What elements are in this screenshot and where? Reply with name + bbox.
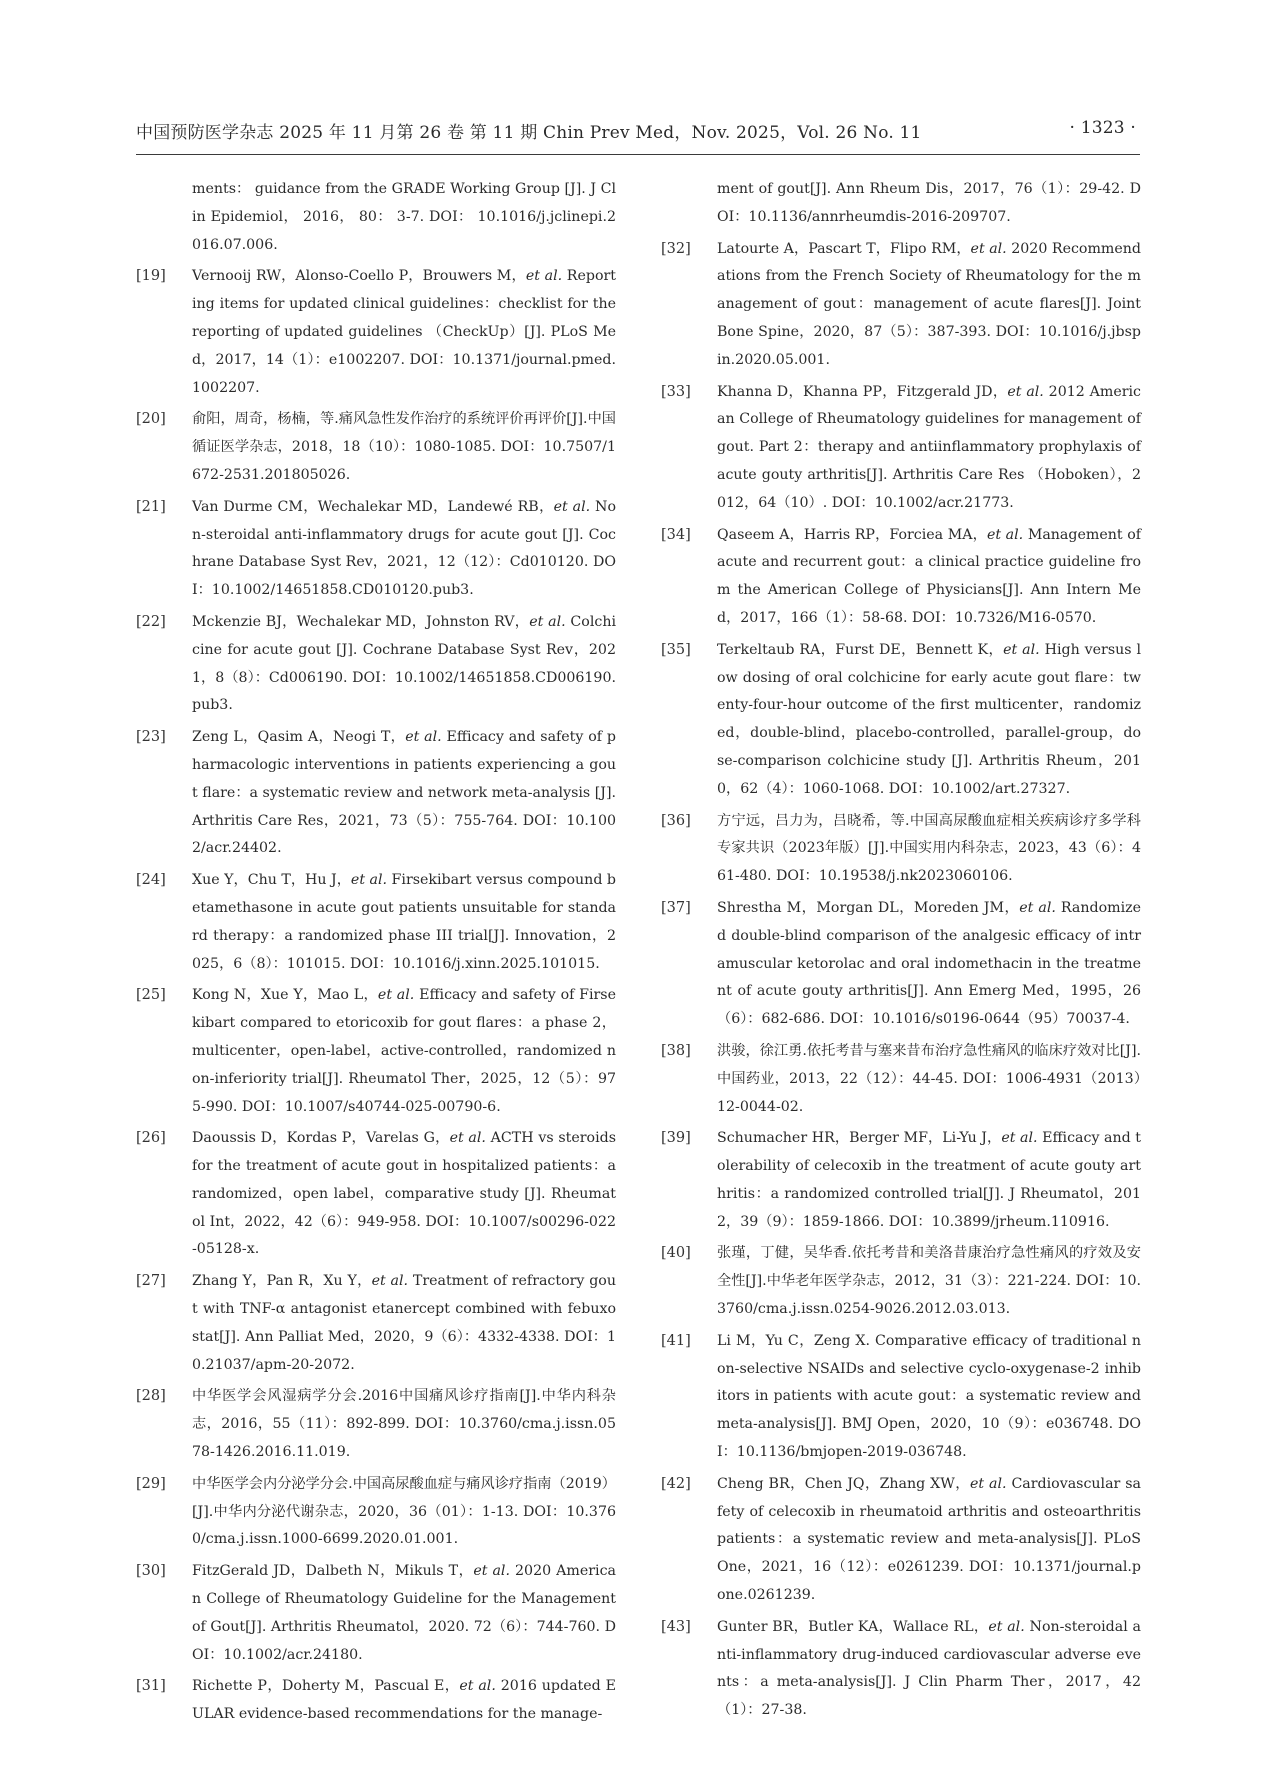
et-al-italic: et al. (1007, 383, 1044, 400)
reference-number: [22] (136, 613, 166, 630)
reference-item (136, 1673, 616, 1729)
reference-text: Cheng BR，Chen JQ，Zhang XW，et al. Cardiovascular safety of celecoxib in rheumatoid arthritis and osteoarthritis patients：a systematic review and meta-analysis[J]. PLoS One，2021，16（12）：e0261239. DOI：10.1371/journal.pone.0261239. (717, 1475, 1142, 1604)
reference-item (661, 236, 1141, 375)
reference-text: Schumacher HR，Berger MF，Li-Yu J，et al. Efficacy and tolerability of celecoxib in the treatment of acute gouty arthritis：a randomized controlled trial[J]. J Rheumatol，2012，39（9）：1859-1866. DOI：10.3899/jrheum.110916. (717, 1130, 1142, 1230)
et-al-italic: et al. (969, 1475, 1007, 1492)
reference-text: 方宁远，吕力为，吕晓希，等.中国高尿酸血症相关疾病诊疗多学科专家共识（2023年版）[J].中国实用内科杂志，2023，43（6）：461-480. DOI：10.19538/j.nk2023060106. (717, 812, 1141, 885)
reference-item (136, 494, 616, 605)
reference-item (136, 609, 616, 720)
reference-number: [30] (136, 1563, 166, 1580)
reference-text: Qaseem A，Harris RP，Forciea MA，et al. Management of acute and recurrent gout：a clinical practice guideline from the American College of Physicians[J]. Ann Intern Med，2017，166（1）：58-68. DOI：10.7326/M16-0570. (717, 526, 1141, 626)
reference-text: 中华医学会内分泌学分会.中国高尿酸血症与痛风诊疗指南（2019）[J].中华内分泌代谢杂志，2020，36（01）：1-13. DOI：10.3760/cma.j.issn.1000-6699.2020.01.001. (192, 1475, 616, 1548)
reference-text: ments： guidance from the GRADE Working Group [J]. J Clin Epidemiol， 2016， 80： 3-7. DOI： 10.1016/j.jclinepi.2016.07.006. (192, 181, 616, 253)
reference-number: [21] (136, 498, 166, 515)
reference-item (661, 379, 1141, 518)
reference-item (661, 1614, 1141, 1725)
et-al-italic: et al. (988, 1618, 1025, 1635)
reference-text: Zhang Y，Pan R，Xu Y，et al. Treatment of refractory gout with TNF-α antagonist etanercept combined with febuxostat[J]. Ann Palliat Med，2020，9（6）：4332-4338. DOI：10.21037/apm-20-2072. (192, 1273, 616, 1373)
reference-text: Van Durme CM，Wechalekar MD，Landewé RB，et al. Non-steroidal anti-inflammatory drugs for acute gout [J]. Cochrane Database Syst Rev，2021，12（12）：Cd010120. DOI：10.1002/14651858.CD010120.pub3. (192, 498, 616, 599)
reference-column-right (661, 176, 1141, 1729)
reference-item (136, 982, 616, 1121)
et-al-italic: et al. (1019, 899, 1056, 916)
reference-number: [25] (136, 987, 166, 1004)
reference-item (661, 1125, 1141, 1236)
reference-number: [36] (661, 812, 691, 829)
reference-number: [28] (136, 1388, 166, 1405)
reference-number: [35] (661, 641, 691, 658)
et-al-italic: et al. (405, 729, 442, 746)
reference-item (136, 1558, 616, 1669)
reference-text: Zeng L，Qasim A，Neogi T，et al. Efficacy and safety of pharmacologic interventions in patients experiencing a gout flare：a systematic review and network meta-analysis [J]. Arthritis Care Res，2021，73（5）：755-764. DOI：10.1002/acr.24402. (192, 729, 616, 857)
reference-number: [34] (661, 526, 691, 543)
reference-number: [37] (661, 899, 691, 916)
reference-number: [38] (661, 1042, 691, 1059)
reference-text: ment of gout[J]. Ann Rheum Dis，2017，76（1）：29-42. DOI：10.1136/annrheumdis-2016-209707. (717, 181, 1141, 225)
et-al-italic: et al. (377, 987, 415, 1004)
reference-item (136, 1268, 616, 1379)
reference-item (136, 176, 616, 259)
reference-text: Li M，Yu C，Zeng X. Comparative efficacy of traditional non-selective NSAIDs and selective cyclo-oxygenase-2 inhibitors in patients with acute gout：a systematic review and meta-analysis[J]. BMJ Open，2020，10（9）：e036748. DOI：10.1136/bmjopen-2019-036748. (717, 1332, 1141, 1461)
et-al-italic: et al. (553, 498, 591, 515)
et-al-italic: et al. (473, 1563, 510, 1580)
reference-item (136, 263, 616, 402)
et-al-italic: et al. (986, 526, 1024, 543)
reference-text: Xue Y，Chu T，Hu J，et al. Firsekibart versus compound betamethasone in acute gout patients unsuitable for standard therapy：a randomized phase III trial[J]. Innovation，2025，6（8）：101015. DOI：10.1016/j.xinn.2025.101015. (192, 872, 616, 972)
reference-text: Shrestha M，Morgan DL，Moreden JM，et al. Randomized double-blind comparison of the analgesic efficacy of intramuscular ketorolac and oral indomethacin in the treatment of acute gouty arthritis[J]. Ann Emerg Med，1995，26（6）：682-686. DOI：10.1016/s0196-0644（95）70037-4. (717, 899, 1141, 1028)
reference-item (661, 522, 1141, 633)
reference-number: [27] (136, 1273, 166, 1290)
reference-text: Mckenzie BJ，Wechalekar MD，Johnston RV，et al. Colchicine for acute gout [J]. Cochrane Database Syst Rev，2021，8（8）：Cd006190. DOI：10.1002/14651858.CD006190.pub3. (192, 613, 616, 714)
reference-column-left (136, 176, 616, 1733)
reference-text: 俞阳，周奇，杨楠，等.痛风急性发作治疗的系统评价再评价[J].中国循证医学杂志，2018，18（10）：1080-1085. DOI：10.7507/1672-2531.201805026. (192, 411, 616, 483)
reference-number: [40] (661, 1245, 691, 1262)
reference-item (136, 1383, 616, 1466)
reference-text: Khanna D，Khanna PP，Fitzgerald JD，et al. 2012 American College of Rheumatology guidelines for management of gout. Part 2：therapy and antiinflammatory prophylaxis of acute gouty arthritis[J]. Arthritis Care Res （Hoboken），2012，64（10）. DOI：10.1002/acr.21773. (717, 383, 1141, 511)
reference-text: 张瑾，丁健，吴华香.依托考昔和美洛昔康治疗急性痛风的疗效及安全性[J].中华老年医学杂志，2012，31（3）：221-224. DOI：10.3760/cma.j.issn.0254-9026.2012.03.013. (717, 1245, 1141, 1318)
reference-item (136, 1471, 616, 1554)
reference-item (136, 867, 616, 978)
reference-item (661, 808, 1141, 891)
reference-text: FitzGerald JD，Dalbeth N，Mikuls T，et al. 2020 American College of Rheumatology Guideline for the Management of Gout[J]. Arthritis Rheumatol，2020. 72（6）：744-760. DOI：10.1002/acr.24180. (192, 1563, 616, 1663)
reference-number: [33] (661, 383, 691, 400)
reference-item (136, 406, 616, 489)
et-al-italic: et al. (529, 613, 566, 630)
reference-text: Terkeltaub RA，Furst DE，Bennett K，et al. High versus low dosing of oral colchicine for early acute gout flare：twenty-four-hour outcome of the first multicenter，randomized，double-blind，placebo-controlled，parallel-group，dose-comparison colchicine study [J]. Arthritis Rheum，2010，62（4）：1060-1068. DOI：10.1002/art.27327. (717, 641, 1141, 797)
reference-number: [31] (136, 1678, 166, 1695)
reference-number: [24] (136, 872, 166, 889)
reference-text: Daoussis D，Kordas P，Varelas G，et al. ACTH vs steroids for the treatment of acute gout in hospitalized patients：a randomized，open label，comparative study [J]. Rheumatol Int，2022，42（6）：949-958. DOI：10.1007/s00296-022-05128-x. (192, 1130, 616, 1258)
reference-number: [32] (661, 240, 691, 257)
reference-text: Richette P，Doherty M，Pascual E，et al. 2016 updated EULAR evidence-based recommendations for the manage- (192, 1678, 616, 1723)
reference-text: Latourte A，Pascart T，Flipo RM，et al. 2020 Recommendations from the French Society of Rheumatology for the management of gout：management of acute flares[J]. Joint Bone Spine，2020，87（5）：387-393. DOI：10.1016/j.jbspin.2020.05.001. (717, 240, 1141, 368)
page-number: · 1323 · (1069, 118, 1136, 138)
reference-item (661, 1471, 1141, 1610)
et-al-italic: et al. (1001, 1130, 1038, 1147)
et-al-italic: et al. (970, 240, 1007, 257)
et-al-italic: et al. (459, 1678, 496, 1695)
reference-text: Kong N，Xue Y，Mao L，et al. Efficacy and safety of Firsekibart compared to etoricoxib for gout flares：a phase 2，multicenter，open-label，active-controlled，randomized non-inferiority trial[J]. Rheumatol Ther，2025，12（5）：975-990. DOI：10.1007/s40744-025-00790-6. (192, 987, 616, 1115)
running-title: 中国预防医学杂志 2025 年 11 月第 26 卷 第 11 期 Chin Prev Med，Nov. 2025，Vol. 26 No. 11 (136, 123, 922, 143)
et-al-italic: et al. (449, 1130, 486, 1147)
reference-item (136, 1125, 616, 1264)
reference-number: [26] (136, 1130, 166, 1147)
reference-text: 洪骏，徐江勇.依托考昔与塞来昔布治疗急性痛风的临床疗效对比[J].中国药业，2013，22（12）：44-45. DOI：1006-4931（2013）12-0044-02. (717, 1042, 1141, 1115)
reference-number: [19] (136, 268, 166, 285)
et-al-italic: et al. (371, 1273, 409, 1290)
reference-text: Vernooij RW，Alonso-Coello P，Brouwers M，et al. Reporting items for updated clinical guidelines：checklist for the reporting of updated guidelines （CheckUp）[J]. PLoS Med，2017，14（1）：e1002207. DOI：10.1371/journal.pmed.1002207. (192, 268, 616, 396)
et-al-italic: et al. (350, 872, 388, 889)
reference-number: [42] (661, 1475, 691, 1492)
reference-item (661, 895, 1141, 1034)
reference-item (661, 1328, 1141, 1467)
reference-text: Gunter BR，Butler KA，Wallace RL，et al. Non-steroidal anti-inflammatory drug-induced cardiovascular adverse events：a meta-analysis[J]. J Clin Pharm Ther，2017，42（1）：27-38. (717, 1618, 1141, 1719)
reference-item (661, 176, 1141, 232)
reference-item (136, 724, 616, 863)
running-header (136, 118, 1140, 155)
reference-number: [29] (136, 1475, 166, 1492)
reference-number: [20] (136, 411, 166, 428)
reference-number: [43] (661, 1618, 691, 1635)
reference-number: [23] (136, 729, 166, 746)
reference-item (661, 1240, 1141, 1323)
et-al-italic: et al. (1003, 641, 1040, 658)
reference-number: [41] (661, 1332, 691, 1349)
reference-number: [39] (661, 1130, 691, 1147)
reference-item (661, 1038, 1141, 1121)
et-al-italic: et al. (525, 268, 563, 285)
reference-text: 中华医学会风湿病学分会.2016中国痛风诊疗指南[J].中华内科杂志，2016，55（11）：892-899. DOI：10.3760/cma.j.issn.0578-1426.2016.11.019. (192, 1388, 616, 1461)
reference-item (661, 637, 1141, 804)
